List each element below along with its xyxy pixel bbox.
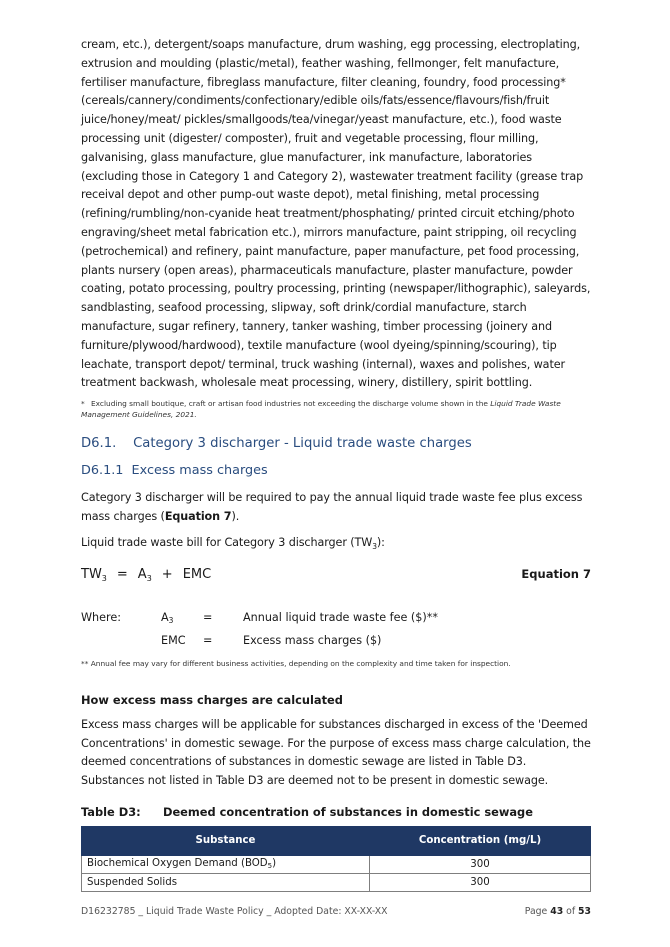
column-header-substance: Substance xyxy=(82,826,370,855)
where-desc-a3: Annual liquid trade waste fee ($)** xyxy=(243,610,438,624)
intro-paragraph: cream, etc.), detergent/soaps manufacture, drum washing, egg processing, electroplating, extrusion and moulding (plastic/metal), feather washing, fellmonger, felt manufacture, fertiliser manufacture, fibreglass manufacture, filter cleaning, foundry, food processing* (cereals/cannery/condiments/confectionary/edible oils/fats/essence/flavours/fish/fruit juice/honey/meat/ pickles/smallgoods/tea/vinegar/yeast manufacture, etc.), food waste processing unit (digester/ composter), fruit and vegetable processing, flour milling, galvanising, glass manufacture, glue manufacturer, ink manufacture, laboratories (excluding those in Category 1 and Category 2), wastewater treatment facility (grease trap receival depot and other pump-out waste depot), metal finishing, metal processing (refining/rumbling/non-cyanide heat treatment/phosphating/ printed circuit etching/photo engraving/sheet metal fabrication etc.), mirrors manufacture, paint stripping, oil recycling (petrochemical) and refinery, paint manufacture, paper manufacture, pet food processing, plants nursery (open areas), pharmaceuticals manufacture, plaster manufacture, powder coating, potato processing, poultry processing, printing (newspaper/lithographic), saleyards, sandblasting, seafood processing, slipway, soft drink/cordial manufacture, starch manufacture, sugar refinery, tannery, tanker washing, timber processing (joinery and furniture/plywood/hardwood), textile manufacture (wool dyeing/spinning/scouring), tip leachate, transport depot/ terminal, truck washing (internal), waxes and polishes, water treatment backwash, wholesale meat processing, winery, distillery, spirit bottling. xyxy=(81,38,591,390)
where-symbol-emc: EMC xyxy=(161,633,186,647)
footnote-food-processing xyxy=(81,399,591,420)
deemed-concentration-table xyxy=(81,826,591,892)
equation-expression xyxy=(81,567,211,583)
eq-emc: EMC xyxy=(182,566,212,582)
where-label: Where: xyxy=(81,610,122,624)
footer-page-number: Page 43 of 53 xyxy=(524,906,591,917)
para2-sub: 3 xyxy=(372,541,377,551)
para1-text: Category 3 discharger will be required to pay the annual liquid trade waste fee plus excess mass charges ( xyxy=(81,491,583,523)
equation-ref: Equation 7 xyxy=(164,509,232,523)
eq-tw-sub: 3 xyxy=(101,573,107,583)
eq-tw: TW xyxy=(81,566,102,582)
heading-d6-1: D6.1. Category 3 discharger - Liquid trade waste charges xyxy=(81,436,472,452)
paragraph-bill-formula-intro xyxy=(81,534,591,557)
document-page xyxy=(81,36,591,892)
footnote-italic-ref: Liquid Trade Waste Management Guidelines, 2021. xyxy=(81,399,561,419)
eq-plus: + xyxy=(161,566,173,582)
table-label: Table D3: xyxy=(81,804,141,819)
where-equals-2: = xyxy=(203,633,213,647)
footnote-annual-fee: ** Annual fee may vary for different business activities, depending on the complexity and time taken for inspection. xyxy=(81,658,511,668)
table-title: Deemed concentration of substances in domestic sewage xyxy=(163,804,533,819)
page-footer xyxy=(81,906,591,917)
where-desc-emc: Excess mass charges ($) xyxy=(243,633,382,647)
heading-how-excess-mass: How excess mass charges are calculated xyxy=(81,692,343,707)
heading-d6-1-1: D6.1.1 Excess mass charges xyxy=(81,463,268,479)
where-definitions xyxy=(81,611,591,657)
paragraph-category3-fee xyxy=(81,489,591,527)
cell-concentration: 300 xyxy=(370,873,591,891)
footnote-text: Excluding small boutique, craft or artisan food industries not exceeding the discharge volume shown in the xyxy=(91,399,491,409)
table-row xyxy=(82,873,591,891)
eq-a: A xyxy=(137,566,147,582)
cell-concentration: 300 xyxy=(370,855,591,873)
where-symbol-a3: $A_3$ xyxy=(161,610,174,625)
eq-equals: = xyxy=(116,566,128,582)
para2-end: ): xyxy=(376,535,385,549)
equation-7 xyxy=(81,567,591,589)
table-row xyxy=(82,855,591,873)
cell-substance: Biochemical Oxygen Demand $(BOD_5)$ xyxy=(82,855,370,873)
table-header-row xyxy=(82,826,591,855)
cell-substance: Suspended Solids xyxy=(82,873,370,891)
footer-document-id: D16232785 _ Liquid Trade Waste Policy _ Adopted Date: XX-XX-XX xyxy=(81,906,388,917)
eq-a-sub: 3 xyxy=(146,573,152,583)
table-caption xyxy=(81,803,591,821)
column-header-concentration: Concentration (mg/L) xyxy=(370,826,591,855)
footnote-marker: * xyxy=(81,399,85,409)
paragraph-excess-mass: Excess mass charges will be applicable for substances discharged in excess of the 'Deemed Concentrations' in domestic sewage. For the purpose of excess mass charge calculation, the deemed concentrations of substances in domestic sewage are listed in Table D3. Substances not listed in Table D3 are deemed not to be present in domestic sewage. xyxy=(81,717,591,788)
where-equals-1: = xyxy=(203,610,213,624)
para2-text: Liquid trade waste bill for Category 3 discharger (TW xyxy=(81,535,373,549)
equation-label: Equation 7 xyxy=(521,566,591,581)
para1-end: ). xyxy=(231,509,240,523)
